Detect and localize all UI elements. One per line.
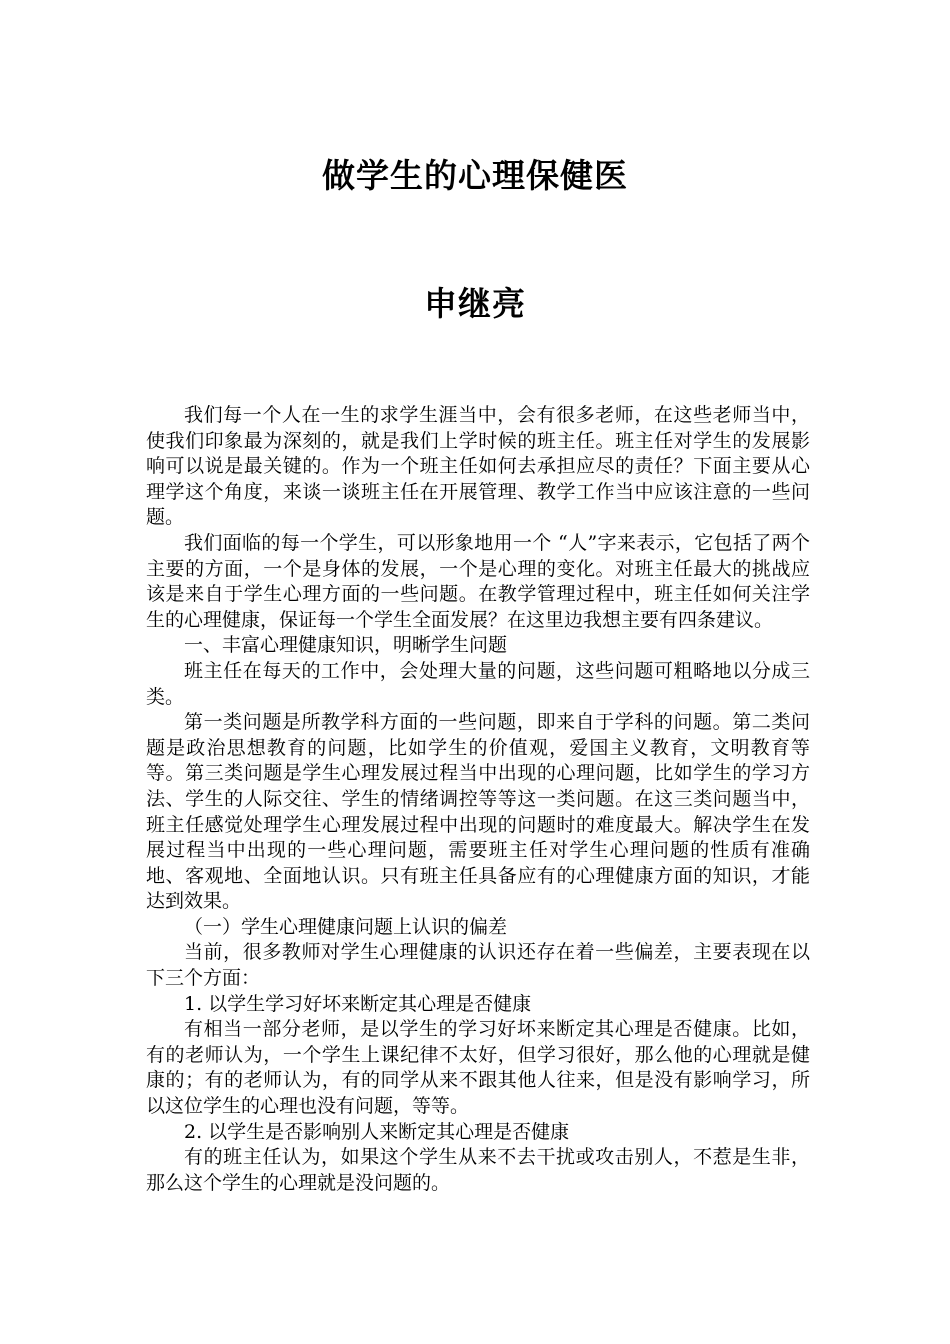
paragraph: 班主任在每天的工作中，会处理大量的问题，这些问题可粗略地以分成三类。: [146, 659, 810, 708]
list-heading: 2. 以学生是否影响别人来断定其心理是否健康: [184, 1120, 570, 1143]
paragraph: 我们每一个人在一生的求学生涯当中，会有很多老师，在这些老师当中，使我们印象最为深刻的，就是我们上学时候的班主任。班主任对学生的发展影响可以说是最关键的。作为一个班主任如何去承担应尽的责任？下面主要从心理学这个角度，来谈一谈班主任在开展管理、教学工作当中应该注意的一些问题。: [146, 404, 810, 529]
list-heading: 1. 以学生学习好坏来断定其心理是否健康: [184, 992, 532, 1015]
document-author: 申继亮: [424, 284, 526, 323]
paragraph: 有的班主任认为，如果这个学生从来不去干扰或攻击别人，不惹是生非，那么这个学生的心理就是没问题的。: [146, 1146, 810, 1194]
document-title: 做学生的心理保健医: [322, 156, 628, 195]
paragraph: 我们面临的每一个学生，可以形象地用一个 “人”字来表示，它包括了两个主要的方面，一个是身体的发展，一个是心理的变化。对班主任最大的挑战应该是来自于学生心理方面的一些问题。在教学管理过程中，班主任如何关注学生的心理健康，保证每一个学生全面发展？在这里边我想主要有四条建议。: [146, 531, 810, 631]
subsection-heading: （一）学生心理健康问题上认识的偏差: [184, 915, 508, 938]
paragraph: 当前，很多教师对学生心理健康的认识还存在着一些偏差，主要表现在以下三个方面：: [146, 941, 810, 990]
document-body: [146, 403, 810, 1196]
paragraph: 有相当一部分老师，是以学生的学习好坏来断定其心理是否健康。比如，有的老师认为，一个学生上课纪律不太好，但学习很好，那么他的心理就是健康的；有的老师认为，有的同学从来不跟其他人往来，但是没有影响学习，所以这位学生的心理也没有问题，等等。: [146, 1018, 810, 1118]
section-heading: 一、丰富心理健康知识，明晰学生问题: [184, 634, 508, 657]
paragraph: 第一类问题是所教学科方面的一些问题，即来自于学科的问题。第二类问题是政治思想教育的问题，比如学生的价值观，爱国主义教育，文明教育等等。第三类问题是学生心理发展过程当中出现的心理问题，比如学生的学习方法、学生的人际交往、学生的情绪调控等等这一类问题。在这三类问题当中，班主任感觉处理学生心理发展过程中出现的问题时的难度最大。解决学生在发展过程当中出现的一些心理问题，需要班主任对学生心理问题的性质有准确地、客观地、全面地认识。只有班主任具备应有的心理健康方面的知识，才能达到效果。: [146, 711, 810, 913]
